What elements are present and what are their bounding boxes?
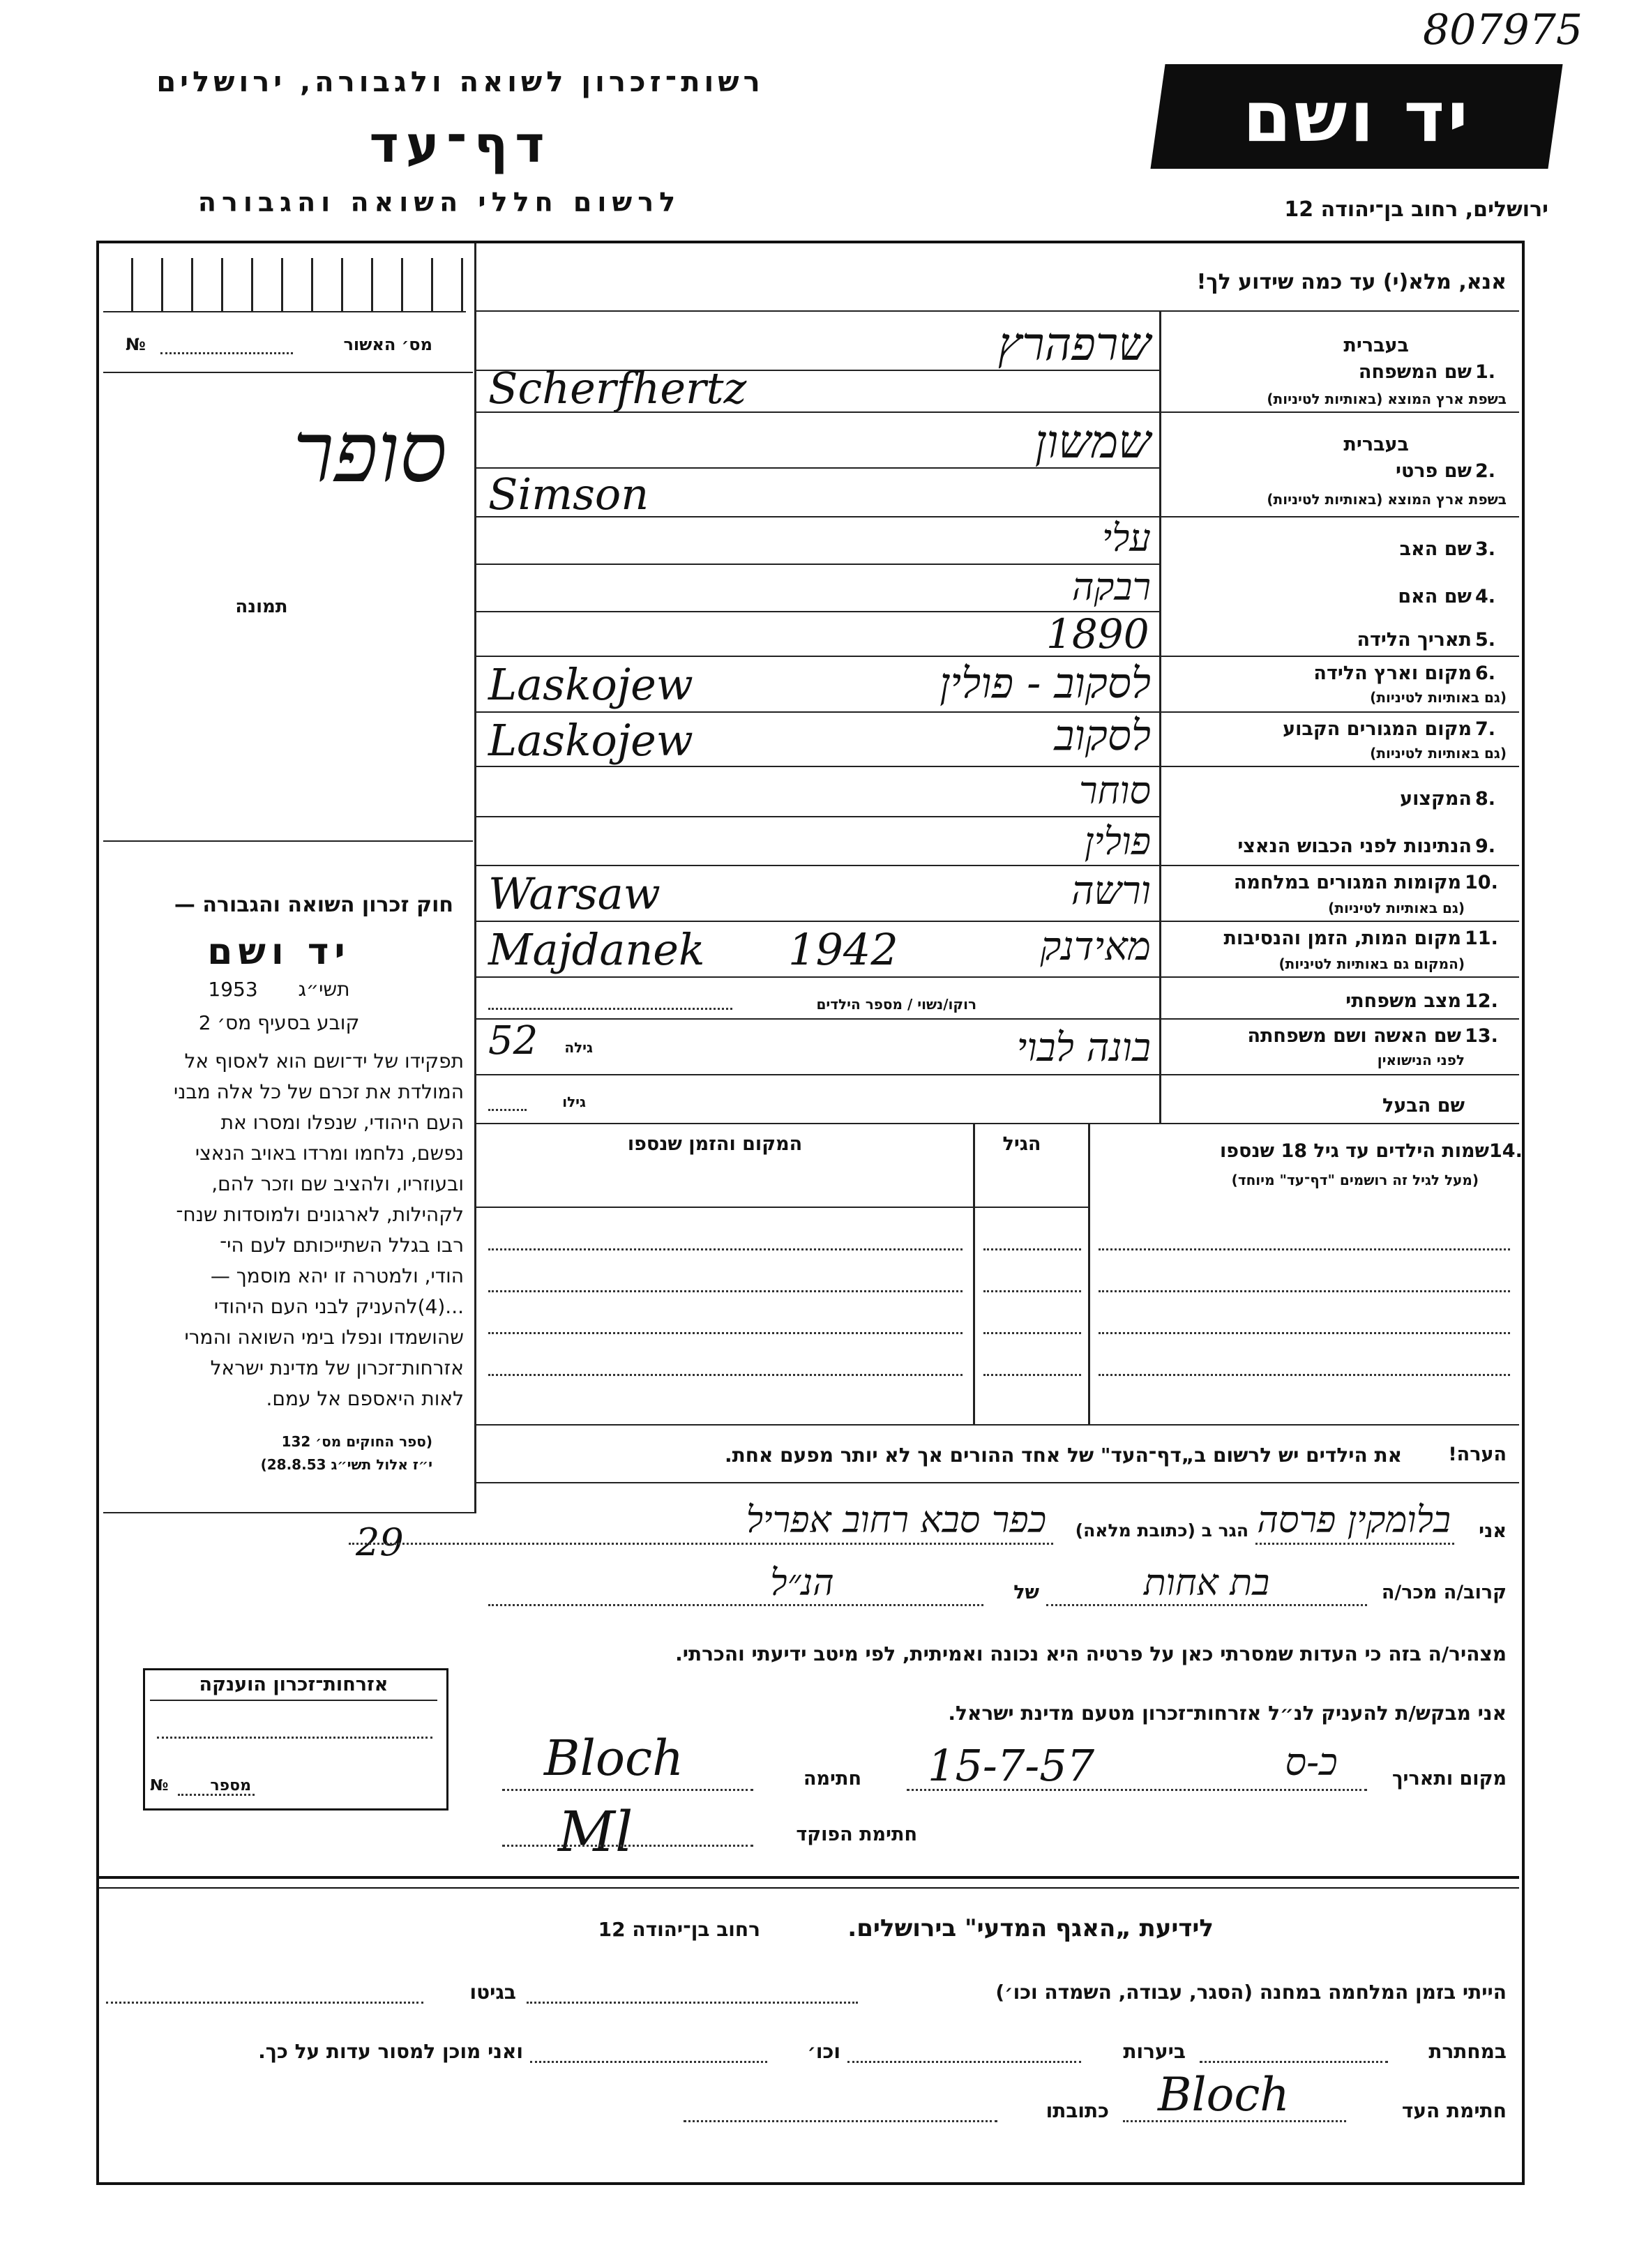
place-date-label: מקום ותאריך bbox=[1391, 1768, 1507, 1790]
law-text-line: שהושמדו ונפלו בימי השואה והמרי bbox=[184, 1326, 464, 1349]
f10-latin-value: Warsaw bbox=[488, 868, 661, 919]
logo bbox=[1150, 64, 1562, 169]
law-year bbox=[105, 978, 453, 1001]
f1-latin-value: Scherfhertz bbox=[488, 363, 747, 414]
bottom-witness-signature: Bloch bbox=[1158, 2068, 1290, 2122]
law-year-number: 1953 bbox=[208, 978, 258, 1001]
forests-label: ביערות bbox=[1123, 2040, 1186, 2063]
f12-label: מצב משפחתי bbox=[1345, 990, 1461, 1012]
f4-num: 4. bbox=[1475, 586, 1496, 607]
f5-value: 1890 bbox=[1046, 610, 1149, 658]
approval-no: № bbox=[126, 335, 146, 354]
law-text-line: נפשם, נלחמו ומרדו באויב הנאצי bbox=[195, 1142, 464, 1165]
f12-num: 12. bbox=[1465, 990, 1498, 1012]
f11-year: 1942 bbox=[788, 924, 898, 975]
witness-name: בלומקין פרסה bbox=[1257, 1499, 1451, 1541]
f11-label: מקום המות, הזמן והנסיבות bbox=[1223, 928, 1461, 949]
f1-num: 1. bbox=[1475, 361, 1496, 383]
husband-label: שם הבעל bbox=[1382, 1095, 1465, 1117]
law-title: חוק זכרון השואה והגבורה — bbox=[174, 893, 453, 917]
f9-value: פולין bbox=[1084, 819, 1151, 863]
witness-house-number: 29 bbox=[356, 1520, 404, 1564]
law-name: יד ושם bbox=[207, 931, 351, 973]
law-text-line: אזרחות־זכרון של מדינת ישראל bbox=[210, 1356, 464, 1379]
f13-label: שם האשה ושם משפחתה bbox=[1247, 1025, 1461, 1047]
f5-num: 5. bbox=[1475, 629, 1496, 651]
law-clause: קובע בסעיף מס׳ 2 bbox=[198, 1011, 360, 1034]
photo-handwriting: סופר bbox=[293, 405, 447, 501]
f13-value: בונה לבוי bbox=[1016, 1025, 1151, 1071]
logo-text: יד ושם bbox=[1242, 75, 1471, 158]
f14-sub: (מעל לגיל זה רושמים "דף־עד" מיוחד) bbox=[1231, 1172, 1479, 1188]
f10-label: מקומות המגורים במלחמה bbox=[1233, 872, 1461, 893]
law-text-line: ובעוזריו, ולהציב שם וזכר להם, bbox=[211, 1172, 464, 1195]
archive-number: 807975 bbox=[1423, 6, 1583, 54]
f7-num: 7. bbox=[1475, 718, 1496, 740]
law-text-line: תפקידו של יד־ושם הוא לאסוף אל bbox=[184, 1050, 464, 1073]
ghetto-label: בגיטו bbox=[469, 1981, 516, 2004]
f4-label: שם האם bbox=[1398, 586, 1472, 607]
f1-in-hebrew: בעברית bbox=[1343, 335, 1409, 356]
header-address: ירושלים, רחוב בן־יהודה 12 bbox=[1284, 197, 1548, 222]
f3-num: 3. bbox=[1475, 538, 1496, 560]
f1-label: שם המשפחה bbox=[1358, 361, 1472, 383]
f8-num: 8. bbox=[1475, 788, 1496, 810]
photo-label: תמונה bbox=[235, 596, 288, 617]
f7-label: מקום המגורים הקבוע bbox=[1283, 718, 1472, 740]
f14-col-place: המקום והזמן שנספו bbox=[627, 1133, 803, 1155]
bottom-line-1: הייתי בזמן המלחמה במחנה (הסגר, עבודה, השמדה וכו׳) bbox=[995, 1981, 1507, 2004]
f10-num: 10. bbox=[1465, 872, 1498, 893]
f13-age: 52 bbox=[488, 1018, 538, 1064]
f2-num: 2. bbox=[1475, 460, 1496, 482]
citizenship-request: אני מבקש/ת להעניק לנ״ל אזרחות־זכרון מטעם מדינת ישראל. bbox=[948, 1702, 1507, 1725]
f5-label: תאריך הלידה bbox=[1357, 629, 1472, 651]
f13-sub: לפני הנישואין bbox=[1377, 1052, 1465, 1068]
perforation-strip bbox=[103, 258, 466, 312]
intro-text: אנא, מלא(י) עד כמה שידוע לך! bbox=[1196, 270, 1507, 294]
relation-value: בת אחות bbox=[1143, 1562, 1270, 1604]
f6-latin-value: Laskojew bbox=[488, 659, 693, 710]
law-text-line: העם היהודי, שנפלו ומסרו את bbox=[220, 1111, 464, 1134]
page-title: דף־עד bbox=[369, 115, 552, 174]
witness-signature-label: חתימת העד bbox=[1401, 2099, 1507, 2122]
f7-sub: (גם באותיות לטיניות) bbox=[1370, 745, 1507, 762]
f12-inline-label: רוקו/נשוי / מספר הילדים bbox=[816, 996, 976, 1013]
f6-num: 6. bbox=[1475, 663, 1496, 684]
place-value: כ-ס bbox=[1285, 1740, 1338, 1784]
bottom-title: לידיעת „האגף המדעי" בירושלים. bbox=[847, 1914, 1214, 1942]
witness-lives-label: הגר ב (כתובת מלאה) bbox=[1075, 1520, 1248, 1541]
citizenship-box-title: אזרחות־זכרון הוענקה bbox=[150, 1674, 437, 1701]
f14-num: 14. bbox=[1489, 1140, 1523, 1162]
law-text-line: רבו בגלל השתייכותם לעם הי־ bbox=[220, 1234, 464, 1257]
signature-label: חתימה bbox=[803, 1768, 861, 1790]
husband-age-label: גילו bbox=[562, 1094, 586, 1110]
f6-hebrew-value: לסקוב - פולין bbox=[939, 659, 1151, 708]
f11-num: 11. bbox=[1465, 928, 1498, 949]
f13-age-label: גילה bbox=[564, 1039, 593, 1056]
declaration: מצהיר/ה בזה כי העדות שמסרתי כאן על פרטיה היא נכונה ואמיתית, לפי מיטב ידיעתי והכרתי. bbox=[675, 1642, 1507, 1665]
bottom-address: רחוב בן־יהודה 12 bbox=[598, 1918, 760, 1941]
f1-hebrew-value: שרפהרץ bbox=[997, 317, 1151, 371]
note-text: את הילדים יש לרשום ב„דף־העד" של אחד ההורים אך לא יותר מפעם אחת. bbox=[725, 1444, 1402, 1467]
f3-value: עלי bbox=[1102, 516, 1151, 560]
page-subtitle: לרשום חללי השואה והגבורה bbox=[197, 187, 681, 218]
underground-label: במחתרת bbox=[1428, 2040, 1507, 2063]
f2-latin-value: Simson bbox=[488, 469, 649, 520]
f3-label: שם האב bbox=[1399, 538, 1472, 560]
ready-text: ואני מוכן למסור עדות על כך. bbox=[258, 2040, 523, 2063]
f13-num: 13. bbox=[1465, 1025, 1498, 1047]
f14-col-age: הגיל bbox=[1002, 1133, 1041, 1155]
f11-hebrew-value: מאידנק bbox=[1040, 924, 1151, 969]
of-value: הנ״ל bbox=[770, 1562, 834, 1604]
witness-i-label: אני bbox=[1479, 1520, 1507, 1542]
witness-address-label: כתובתו bbox=[1046, 2099, 1109, 2122]
f8-label: המקצוע bbox=[1400, 788, 1472, 810]
f7-latin-value: Laskojew bbox=[488, 715, 693, 766]
officer-signature: Ml bbox=[558, 1799, 633, 1864]
f4-value: רבקה bbox=[1071, 565, 1151, 609]
f6-sub: (גם באותיות לטיניות) bbox=[1370, 689, 1507, 706]
witness-address: כפר סבא רחוב אפריל bbox=[746, 1499, 1046, 1541]
citizenship-no: № bbox=[150, 1777, 169, 1794]
law-ref-2: י״ז אלול תשי״ג 28.8.53) bbox=[260, 1456, 432, 1473]
officer-label: חתימת הפוקד bbox=[796, 1824, 917, 1845]
f8-value: סוחר bbox=[1078, 769, 1151, 812]
f7-hebrew-value: לסקוב bbox=[1054, 711, 1151, 760]
f9-num: 9. bbox=[1475, 836, 1496, 857]
witness-signature: Bloch bbox=[544, 1730, 684, 1787]
law-text-line: הודי, ולמטרה זו יהא מוסמך — bbox=[210, 1264, 464, 1287]
f2-sub: בשפת ארץ המוצא (באותיות לטיניות) bbox=[1267, 491, 1507, 508]
f10-sub: (גם באותיות לטיניות) bbox=[1328, 900, 1465, 916]
f1-sub: בשפת ארץ המוצא (באותיות לטיניות) bbox=[1267, 391, 1507, 407]
law-text-line: המולדת את זכרם של כל אלה מבני bbox=[173, 1080, 464, 1103]
approval-label: מס׳ האשור bbox=[343, 335, 432, 354]
f11-latin-value: Majdanek bbox=[488, 924, 705, 975]
f6-label: מקום וארץ הלידה bbox=[1313, 663, 1472, 684]
note-label: הערה! bbox=[1448, 1444, 1507, 1465]
law-text-line: לאות היאספם אל עמם. bbox=[266, 1387, 464, 1410]
relative-label: קרוב/ה מכר/ה bbox=[1381, 1582, 1507, 1603]
etc-label: וכו׳ bbox=[807, 2040, 840, 2063]
law-text-line: לקהילות, לארגונים ולמוסדות שנח־ bbox=[176, 1203, 464, 1226]
law-text-line: ...(4)להעניק לבני העם היהודי bbox=[213, 1295, 464, 1318]
f10-hebrew-value: ורשה bbox=[1071, 868, 1151, 914]
f2-hebrew-value: שמשון bbox=[1034, 415, 1151, 469]
law-text bbox=[101, 1046, 464, 1414]
f14-label: שמות הילדים עד גיל 18 שנספו bbox=[1219, 1140, 1489, 1162]
authority-name: רשות־זכרון לשואה ולגבורה, ירושלים bbox=[156, 66, 764, 98]
citizenship-number-label: מספר bbox=[210, 1777, 251, 1794]
date-value: 15-7-57 bbox=[928, 1740, 1095, 1791]
f9-label: הנתינות לפני הכבוש הנאצי bbox=[1237, 836, 1472, 857]
f2-in-hebrew: בעברית bbox=[1343, 434, 1409, 455]
f2-label: שם פרטי bbox=[1396, 460, 1472, 482]
law-ref-1: (ספר החוקים מס׳ 132 bbox=[281, 1433, 432, 1450]
law-year-hebrew: תשי״ג bbox=[298, 978, 350, 1001]
of-label: של bbox=[1013, 1582, 1039, 1603]
f11-sub: (המקום גם באותיות לטיניות) bbox=[1278, 955, 1465, 972]
